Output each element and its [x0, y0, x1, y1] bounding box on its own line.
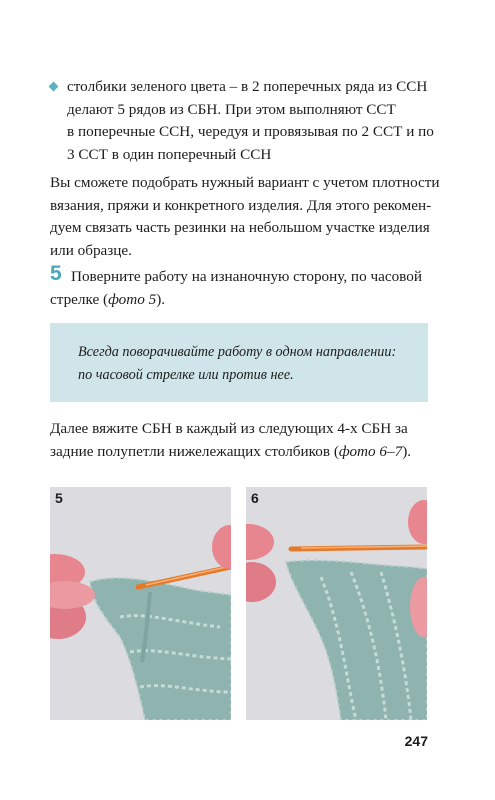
- text-fragment: ).: [156, 290, 166, 308]
- text-line: в поперечные ССН, чередуя и провязывая по 2 ССТ и по: [67, 123, 434, 140]
- photo-5: [50, 487, 231, 720]
- crochet-photo-illustration: [50, 487, 231, 720]
- text-line: 3 ССТ в один поперечный ССН: [67, 145, 272, 163]
- tip-box: [50, 323, 428, 402]
- text-line: или образце.: [50, 241, 132, 259]
- photo-reference: фото 5: [108, 290, 157, 308]
- text-line: Поверните работу на изнаночную сторону, по часовой: [71, 268, 422, 285]
- step-number: 5: [50, 262, 62, 285]
- step-text: [50, 266, 443, 311]
- text-line: вязания, пряжи и конкретного изделия. Для этого рекомен-: [50, 196, 432, 214]
- text-line: [50, 289, 443, 312]
- paragraph: [50, 172, 442, 262]
- bullet-text: [67, 76, 439, 166]
- text-fragment: ).: [402, 442, 412, 460]
- text-line: делают 5 рядов из СБН. При этом выполняют ССТ: [67, 100, 396, 118]
- diamond-bullet-icon: [49, 82, 59, 92]
- photo-reference: фото 6–7: [338, 442, 403, 460]
- text-line: по часовой стрелке или против нее.: [78, 366, 294, 383]
- text-line: столбики зеленого цвета – в 2 поперечных ряда из ССН: [67, 78, 428, 95]
- tip-text: [78, 341, 418, 386]
- paragraph: [50, 418, 442, 463]
- photo-label: 5: [55, 490, 63, 506]
- text-line: Всегда поворачивайте работу в одном направлении:: [78, 344, 397, 360]
- text-line: дуем связать часть резинки на небольшом участке изделия: [50, 219, 430, 236]
- photo-label: 6: [251, 490, 259, 506]
- crochet-photo-illustration: [246, 487, 427, 720]
- page-number: 247: [404, 733, 428, 749]
- text-line: Далее вяжите СБН в каждый из следующих 4-х СБН за: [50, 420, 408, 437]
- text-line: Вы сможете подобрать нужный вариант с учетом плотности: [50, 174, 440, 191]
- text-fragment: стрелке (: [50, 290, 109, 308]
- photo-6: [246, 487, 427, 720]
- text-line: [50, 441, 442, 464]
- text-fragment: задние полупетли нижележащих столбиков (: [50, 442, 339, 460]
